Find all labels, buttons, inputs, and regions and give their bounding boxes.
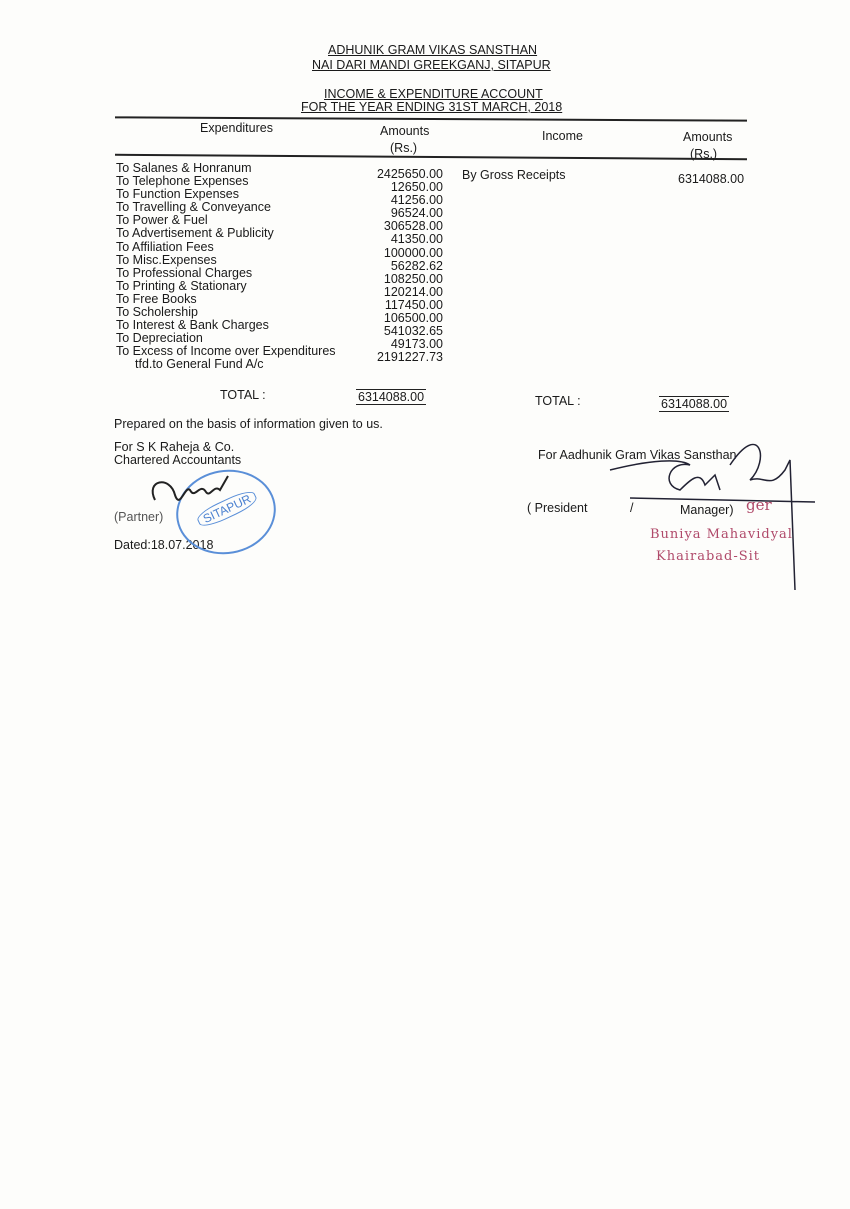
total-left: 6314088.00 bbox=[358, 390, 425, 404]
expense-row: To Advertisement & Publicity bbox=[116, 226, 274, 241]
expense-row: To Travelling & Conveyance bbox=[116, 200, 271, 215]
income-row-amount: 6314088.00 bbox=[678, 172, 745, 186]
statement-title: INCOME & EXPENDITURE ACCOUNT bbox=[324, 87, 543, 101]
manager-stamp-line: Buniya Mahavidyal bbox=[650, 527, 793, 542]
president-label: ( President bbox=[527, 501, 588, 515]
expenditure-amounts bbox=[352, 168, 443, 364]
expense-amount: 100000.00 bbox=[383, 245, 443, 260]
col-expenditures: Expenditures bbox=[200, 121, 273, 135]
statement-period: FOR THE YEAR ENDING 31ST MARCH, 2018 bbox=[301, 100, 563, 114]
partner-label: (Partner) bbox=[114, 510, 164, 524]
expense-amount: 106500.00 bbox=[383, 311, 443, 326]
col-income: Income bbox=[542, 129, 583, 143]
expense-row-continuation: tfd.to General Fund A/c bbox=[135, 357, 264, 372]
dated: Dated:18.07.2018 bbox=[114, 538, 214, 552]
expense-amount: 108250.00 bbox=[383, 271, 443, 286]
expense-amount: 12650.00 bbox=[390, 180, 443, 195]
table-header-rule bbox=[115, 154, 747, 160]
expense-amount: 120214.00 bbox=[383, 284, 443, 299]
slash: / bbox=[630, 501, 634, 515]
expense-amount: 56282.62 bbox=[390, 258, 443, 273]
expense-amount: 306528.00 bbox=[383, 219, 443, 234]
expense-amount: 49173.00 bbox=[390, 337, 443, 352]
manager-label: Manager) bbox=[680, 503, 734, 517]
col-rs-left: (Rs.) bbox=[390, 141, 418, 155]
col-rs-right: (Rs.) bbox=[690, 147, 718, 161]
expense-amount: 541032.65 bbox=[383, 324, 443, 339]
expense-amount: 2425650.00 bbox=[376, 167, 443, 181]
total-label-left: TOTAL : bbox=[220, 388, 266, 402]
auditor-signature bbox=[140, 470, 280, 530]
expense-row: To Excess of Income over Expenditures bbox=[116, 344, 336, 359]
auditor-title: Chartered Accountants bbox=[114, 453, 242, 467]
auditor-firm: For S K Raheja & Co. bbox=[114, 440, 235, 454]
org-signatory: For Aadhunik Gram Vikas Sansthan bbox=[538, 448, 737, 462]
expense-row: To Power & Fuel bbox=[116, 213, 208, 228]
total-label-right: TOTAL : bbox=[535, 394, 581, 408]
org-name: ADHUNIK GRAM VIKAS SANSTHAN bbox=[328, 43, 538, 57]
total-right: 6314088.00 bbox=[661, 397, 728, 411]
expense-amount: 41350.00 bbox=[390, 232, 443, 247]
expense-row: To Affiliation Fees bbox=[116, 239, 214, 254]
expense-row: To Scholership bbox=[116, 305, 198, 320]
expense-row: To Telephone Expenses bbox=[116, 174, 249, 189]
expense-amount: 41256.00 bbox=[390, 193, 443, 208]
org-signature bbox=[590, 420, 830, 600]
expense-row: To Professional Charges bbox=[116, 265, 253, 280]
expense-row: To Misc.Expenses bbox=[116, 252, 217, 267]
prepared-note: Prepared on the basis of information given to us. bbox=[114, 417, 383, 431]
org-address: NAI DARI MANDI GREEKGANJ, SITAPUR bbox=[312, 58, 551, 72]
expense-amount: 96524.00 bbox=[390, 206, 443, 221]
col-amounts-right: Amounts bbox=[683, 130, 733, 144]
expense-row: To Function Expenses bbox=[116, 187, 239, 202]
expense-row: To Printing & Stationary bbox=[116, 278, 247, 293]
col-amounts-left: Amounts bbox=[380, 124, 430, 138]
expense-row: To Salanes & Honranum bbox=[116, 161, 252, 175]
expense-row: To Interest & Bank Charges bbox=[116, 318, 269, 333]
expense-row: To Free Books bbox=[116, 291, 197, 306]
manager-stamp: ger bbox=[746, 496, 772, 514]
expense-amount: 117450.00 bbox=[384, 297, 443, 312]
expense-amount: 2191227.73 bbox=[376, 350, 443, 365]
income-row-label: By Gross Receipts bbox=[462, 168, 566, 182]
manager-stamp-line: Khairabad-Sit bbox=[656, 549, 761, 564]
expenditure-labels bbox=[116, 162, 336, 372]
auditor-stamp: SITAPUR bbox=[169, 462, 282, 562]
expense-row: To Depreciation bbox=[116, 331, 203, 346]
